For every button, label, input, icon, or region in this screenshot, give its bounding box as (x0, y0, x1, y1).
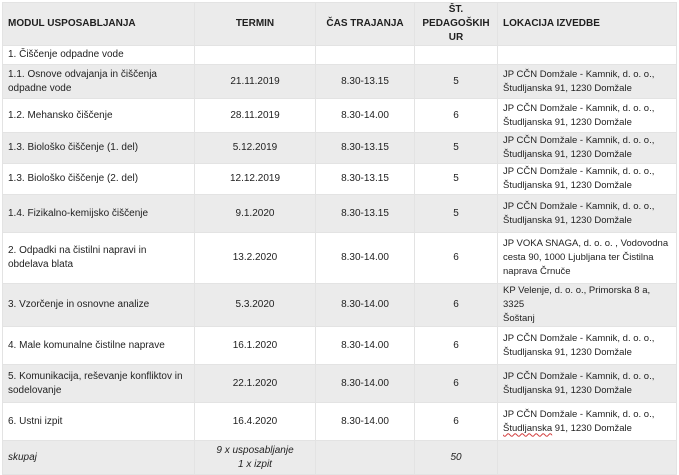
location-cell (498, 327, 677, 365)
header-term: TERMIN (195, 3, 316, 46)
header-duration: ČAS TRAJANJA (316, 3, 415, 46)
location-line: JP CČN Domžale - Kamnik, d. o. o., (503, 408, 655, 420)
location-line-rest: 91, 1230 Domžale (552, 422, 632, 434)
duration-cell: 8.30-13.15 (316, 195, 415, 233)
hours-cell: 6 (415, 99, 498, 133)
module-cell: 2. Odpadki na čistilni napravi in obdelava blata (3, 233, 195, 284)
module-cell: 4. Male komunalne čistilne naprave (3, 327, 195, 365)
header-row (3, 3, 677, 46)
duration-cell: 8.30-13.15 (316, 65, 415, 99)
duration-cell: 8.30-14.00 (316, 233, 415, 284)
hours-cell: 5 (415, 65, 498, 99)
location-cell (498, 65, 677, 99)
header-location: LOKACIJA IZVEDBE (498, 3, 677, 46)
location-line: Študljanska 91, 1230 Domžale (503, 116, 632, 128)
term-cell: 16.1.2020 (195, 327, 316, 365)
summary-row (3, 441, 677, 475)
location-line: cesta 90, 1000 Ljubljana ter Čistilna (503, 252, 654, 263)
term-cell: 5.3.2020 (195, 284, 316, 327)
hours-cell: 5 (415, 133, 498, 164)
module-cell: 1.1. Osnove odvajanja in čiščenja odpadne vode (3, 65, 195, 99)
location-cell (498, 233, 677, 284)
empty-cell (316, 441, 415, 475)
location-line: Študljanska 91, 1230 Domžale (503, 384, 632, 396)
empty-cell (195, 46, 316, 65)
location-cell (498, 164, 677, 195)
hours-cell: 6 (415, 233, 498, 284)
module-cell: 1.2. Mehansko čiščenje (3, 99, 195, 133)
duration-cell: 8.30-14.00 (316, 365, 415, 403)
summary-hours: 50 (415, 441, 498, 475)
location-cell (498, 365, 677, 403)
module-cell: 5. Komunikacija, reševanje konfliktov in sodelovanje (3, 365, 195, 403)
hours-cell: 5 (415, 195, 498, 233)
summary-term-line: 9 x usposabljanje (216, 444, 294, 456)
duration-cell: 8.30-14.00 (316, 284, 415, 327)
table-row (3, 164, 677, 195)
location-line: Študljanska 91, 1230 Domžale (503, 180, 632, 191)
hours-cell: 6 (415, 327, 498, 365)
schedule-table (2, 2, 677, 475)
empty-cell (498, 46, 677, 65)
location-line: JP CČN Domžale - Kamnik, d. o. o., (503, 166, 655, 177)
location-line: Študljanska 91, 1230 Domžale (503, 214, 632, 226)
table-row (3, 65, 677, 99)
table-row (3, 195, 677, 233)
header-module: MODUL USPOSABLJANJA (3, 3, 195, 46)
duration-cell: 8.30-13.15 (316, 133, 415, 164)
term-cell: 9.1.2020 (195, 195, 316, 233)
location-line: Študljanska 91, 1230 Domžale (503, 82, 632, 94)
header-hours: ŠT. PEDAGOŠKIH UR (415, 3, 498, 46)
duration-cell: 8.30-14.00 (316, 403, 415, 441)
location-line: naprava Črnuče (503, 266, 571, 277)
duration-cell: 8.30-13.15 (316, 164, 415, 195)
summary-label: skupaj (3, 441, 195, 475)
hours-cell: 6 (415, 365, 498, 403)
term-cell: 16.4.2020 (195, 403, 316, 441)
table-row (3, 99, 677, 133)
duration-cell: 8.30-14.00 (316, 327, 415, 365)
table-row (3, 327, 677, 365)
location-line: JP CČN Domžale - Kamnik, d. o. o., (503, 370, 655, 382)
location-cell (498, 133, 677, 164)
term-cell: 28.11.2019 (195, 99, 316, 133)
module-cell: 1.3. Biološko čiščenje (2. del) (3, 164, 195, 195)
location-line (503, 422, 671, 436)
location-line: JP CČN Domžale - Kamnik, d. o. o., (503, 200, 655, 212)
summary-term-cell (195, 441, 316, 475)
location-line: JP CČN Domžale - Kamnik, d. o. o., (503, 135, 655, 146)
location-line: Študljanska 91, 1230 Domžale (503, 346, 632, 358)
section-row (3, 46, 677, 65)
duration-cell: 8.30-14.00 (316, 99, 415, 133)
module-cell: 6. Ustni izpit (3, 403, 195, 441)
module-cell: 1.3. Biološko čiščenje (1. del) (3, 133, 195, 164)
table-row (3, 403, 677, 441)
module-cell: 1.4. Fizikalno-kemijsko čiščenje (3, 195, 195, 233)
location-line: JP CČN Domžale - Kamnik, d. o. o., (503, 332, 655, 344)
location-line: JP CČN Domžale - Kamnik, d. o. o., (503, 102, 655, 114)
module-cell: 3. Vzorčenje in osnovne analize (3, 284, 195, 327)
table-row (3, 233, 677, 284)
location-line: Študljanska 91, 1230 Domžale (503, 149, 632, 160)
location-cell (498, 99, 677, 133)
hours-cell: 6 (415, 284, 498, 327)
table-row (3, 133, 677, 164)
table-row (3, 284, 677, 327)
term-cell: 21.11.2019 (195, 65, 316, 99)
section-title: 1. Čiščenje odpadne vode (3, 46, 195, 65)
location-cell (498, 403, 677, 441)
term-cell: 13.2.2020 (195, 233, 316, 284)
empty-cell (498, 441, 677, 475)
location-line: Šoštanj (503, 313, 535, 324)
empty-cell (415, 46, 498, 65)
location-line: JP CČN Domžale - Kamnik, d. o. o., (503, 68, 655, 80)
table-row (3, 365, 677, 403)
schedule-sheet (2, 2, 676, 475)
empty-cell (316, 46, 415, 65)
term-cell: 22.1.2020 (195, 365, 316, 403)
term-cell: 12.12.2019 (195, 164, 316, 195)
location-cell (498, 195, 677, 233)
spellcheck-word: Študljanska (503, 422, 553, 434)
location-line: JP VOKA SNAGA, d. o. o. , Vodovodna (503, 238, 669, 249)
hours-cell: 6 (415, 403, 498, 441)
summary-term-line: 1 x izpit (238, 458, 272, 470)
hours-cell: 5 (415, 164, 498, 195)
location-line: KP Velenje, d. o. o., Primorska 8 a, 3325 (503, 285, 651, 310)
location-cell (498, 284, 677, 327)
term-cell: 5.12.2019 (195, 133, 316, 164)
